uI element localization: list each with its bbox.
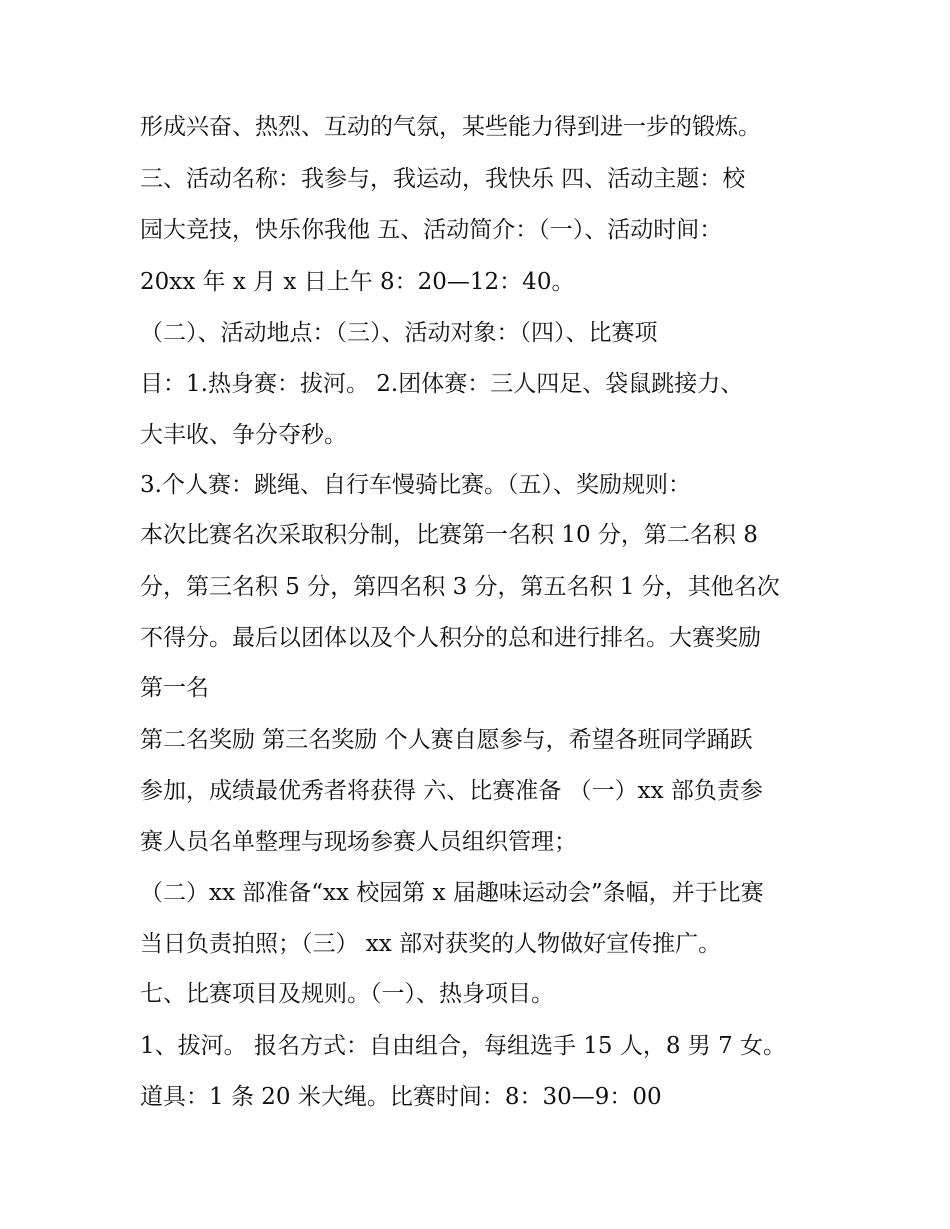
text-line-5: （二）、活动地点：（三）、活动对象：（四）、比赛项 bbox=[140, 320, 658, 346]
text-line-11: 不得分。最后以团体以及个人积分的总和进行排名。大赛奖励 bbox=[140, 625, 761, 651]
text-line-16: （二）xx 部准备“xx 校园第 x 届趣味运动会”条幅，并于比赛 bbox=[140, 880, 764, 906]
text-line-15: 赛人员名单整理与现场参赛人员组织管理； bbox=[140, 829, 577, 855]
text-line-13: 第二名奖励 第三名奖励 个人赛自愿参与，希望各班同学踊跃 bbox=[140, 727, 753, 753]
text-line-10: 分，第三名积 5 分，第四名积 3 分，第五名积 1 分，其他名次 bbox=[140, 574, 780, 600]
text-line-14: 参加，成绩最优秀者将获得 六、比赛准备 （一）xx 部负责参 bbox=[140, 778, 763, 804]
text-line-7: 大丰收、争分夺秒。 bbox=[140, 422, 347, 448]
text-line-4: 20xx 年 x 月 x 日上午 8：20—12：40。 bbox=[140, 269, 575, 295]
text-line-2: 三、活动名称：我参与，我运动，我快乐 四、活动主题：校 bbox=[140, 166, 746, 192]
text-line-8: 3.个人赛：跳绳、自行车慢骑比赛。（五）、奖励规则： bbox=[140, 472, 691, 498]
text-line-3: 园大竞技，快乐你我他 五、活动简介：（一）、活动时间： bbox=[140, 217, 723, 243]
text-line-20: 道具：1 条 20 米大绳。比赛时间：8：30—9：00 bbox=[140, 1084, 662, 1110]
text-line-6: 目：1.热身赛：拔河。 2.团体赛：三人四足、袋鼠跳接力、 bbox=[140, 371, 744, 397]
text-line-17: 当日负责拍照；（三） xx 部对获奖的人物做好宣传推广。 bbox=[140, 931, 722, 957]
text-line-9: 本次比赛名次采取积分制，比赛第一名积 10 分，第二名积 8 bbox=[140, 522, 758, 548]
text-line-19: 1、拔河。 报名方式：自由组合，每组选手 15 人，8 男 7 女。 bbox=[140, 1033, 787, 1059]
text-line-12: 第一名 bbox=[140, 675, 209, 701]
text-line-1: 形成兴奋、热烈、互动的气氛，某些能力得到进一步的锻炼。 bbox=[140, 114, 761, 140]
text-line-18: 七、比赛项目及规则。（一）、热身项目。 bbox=[140, 981, 554, 1007]
